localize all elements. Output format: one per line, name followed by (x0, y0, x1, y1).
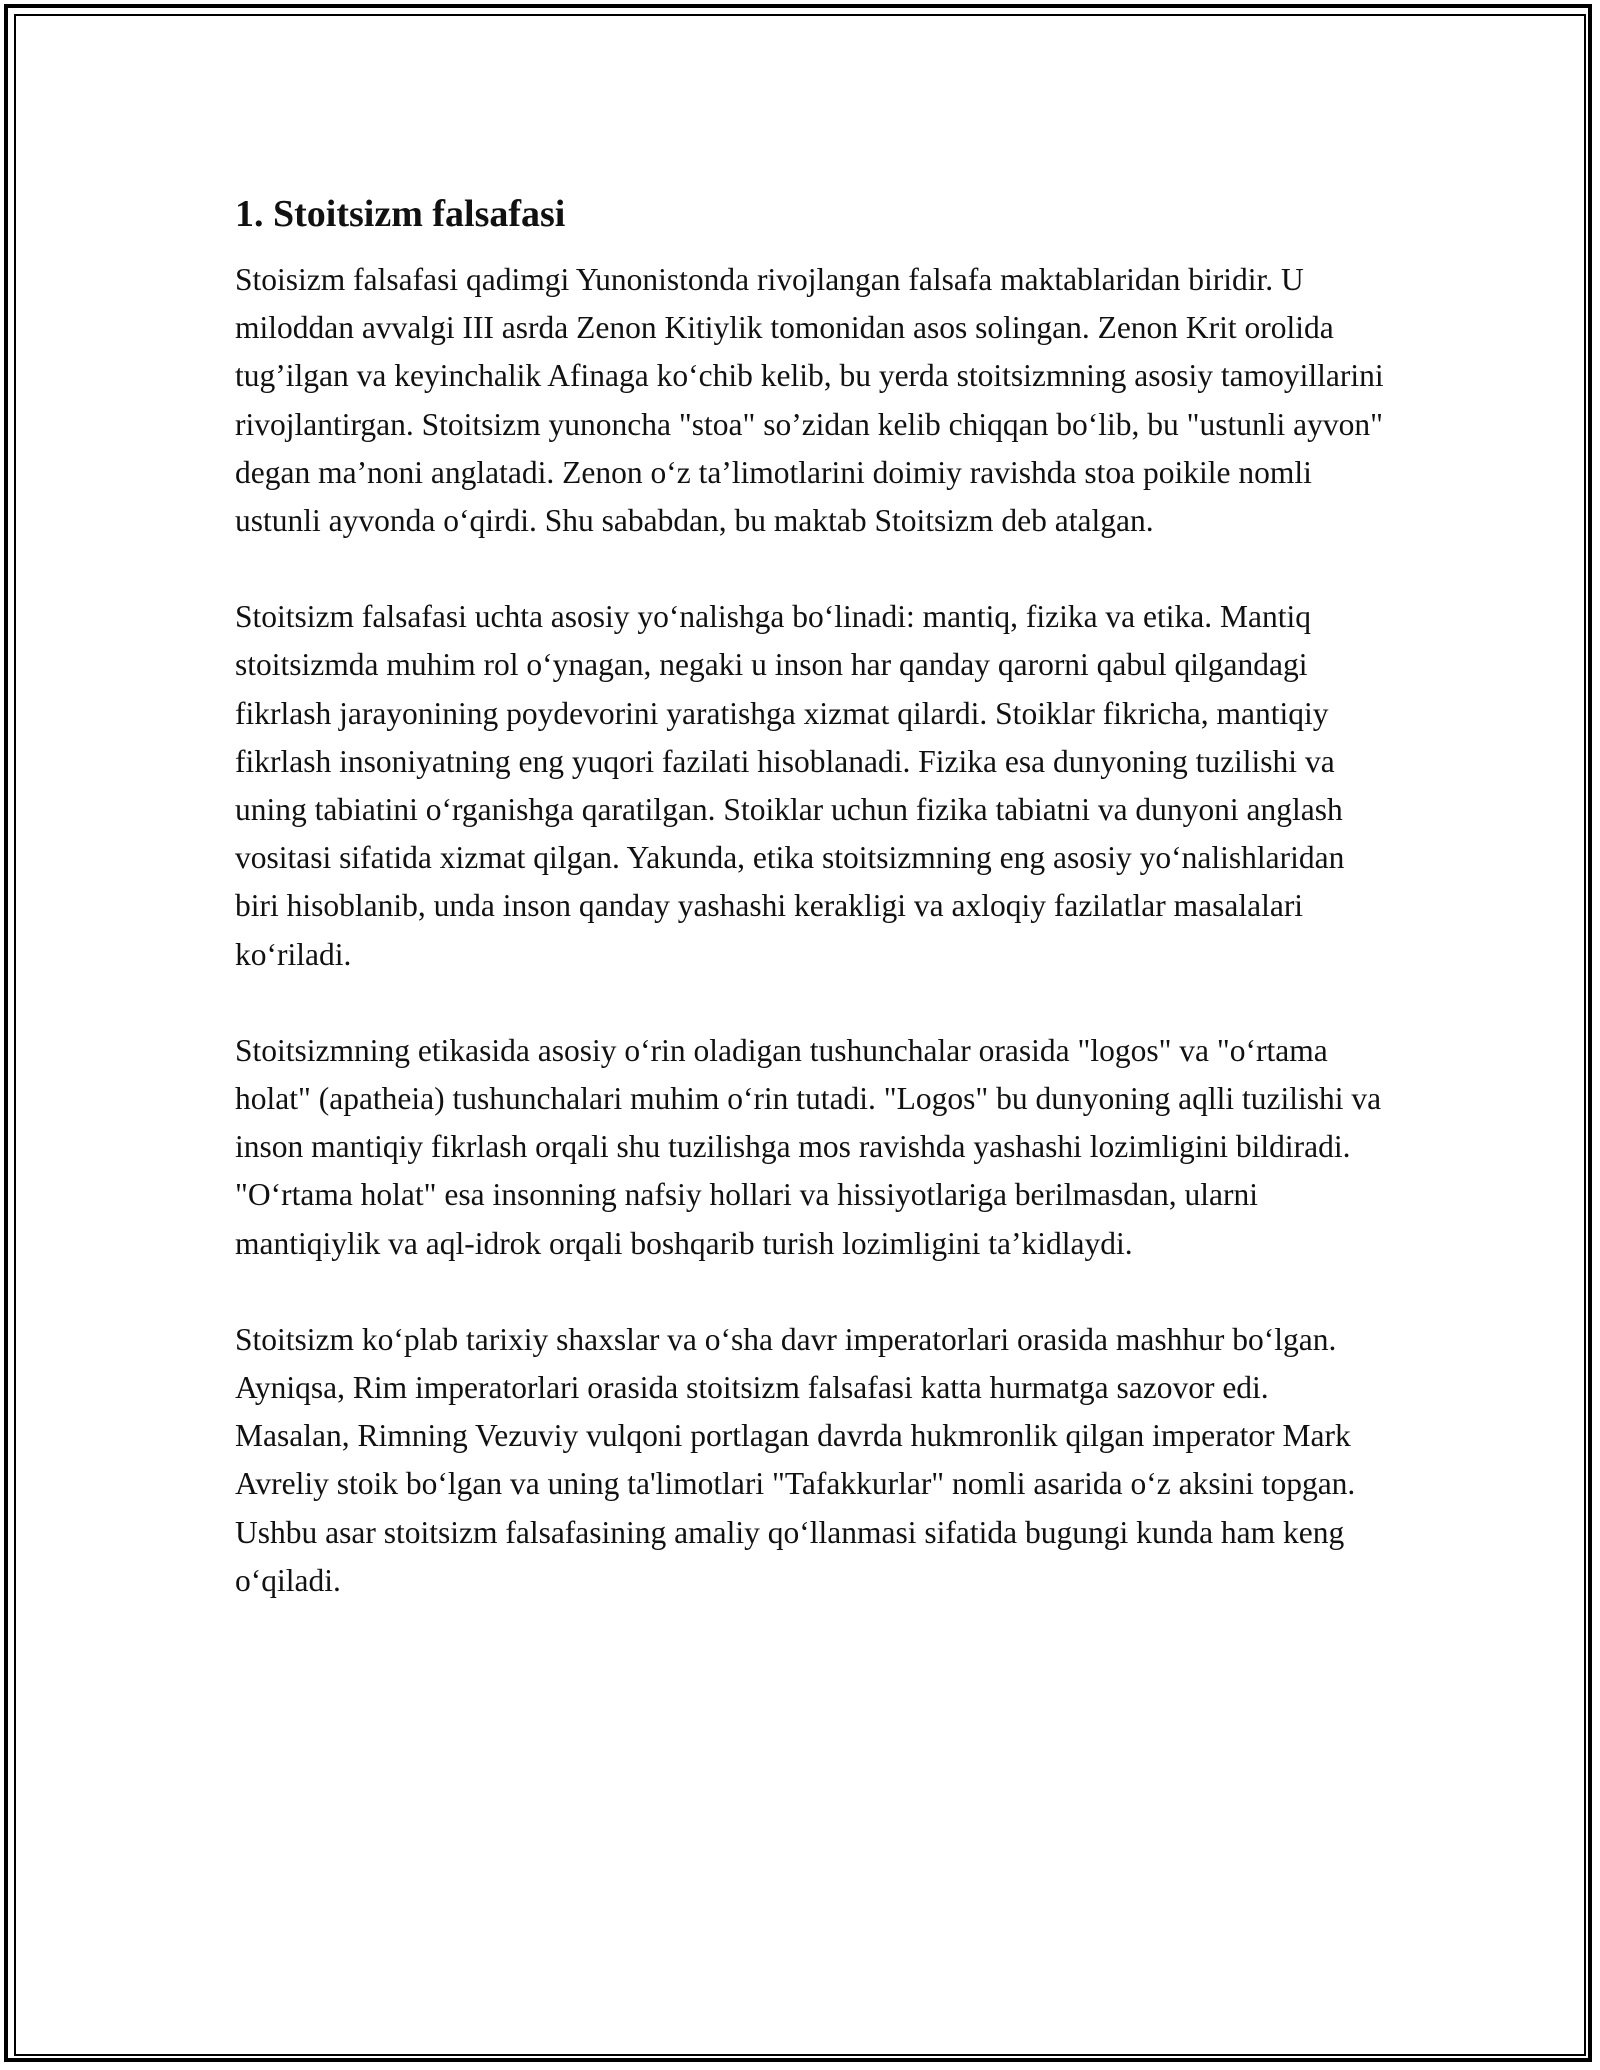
paragraph-1: Stoisizm falsafasi qadimgi Yunonistonda rivojlangan falsafa maktablaridan biridir. U miloddan avvalgi III asrda Zenon Kitiylik tomonidan asos solingan. Zenon Krit orolida tug’ilgan va keyinchalik Afinaga ko‘chib kelib, bu yerda stoitsizmning asosiy tamoyillarini rivojlantirgan. Stoitsizm yunoncha "stoa" so’zidan kelib chiqqan bo‘lib, bu "ustunli ayvon" degan ma’noni anglatadi. Zenon o‘z ta’limotlarini doimiy ravishda stoa poikile nomli ustunli ayvonda o‘qirdi. Shu sababdan, bu maktab Stoitsizm deb atalgan. (235, 262, 1384, 539)
document-title: 1. Stoitsizm falsafasi (235, 193, 566, 235)
paragraph-3: Stoitsizmning etikasida asosiy o‘rin oladigan tushunchalar orasida "logos" va "o‘rtama holat" (apatheia) tushunchalari muhim o‘rin tutadi. "Logos" bu dunyoning aqlli tuzilishi va inson mantiqiy fikrlash orqali shu tuzilishga mos ravishda yashashi lozimligini bildiradi. "O‘rtama holat" esa insonning nafsiy hollari va hissiyotlariga berilmasdan, ularni mantiqiylik va aql-idrok orqali boshqarib turish lozimligini ta’kidlaydi. (235, 1032, 1382, 1261)
paragraph-2: Stoitsizm falsafasi uchta asosiy yo‘nalishga bo‘linadi: mantiq, fizika va etika. Mantiq stoitsizmda muhim rol o‘ynagan, negaki u inson har qanday qarorni qabul qilgandagi fikrlash jarayonining poydevorini yaratishga xizmat qilardi. Stoiklar fikricha, mantiqiy fikrlash insoniyatning eng yuqori fazilati hisoblanadi. Fizika esa dunyoning tuzilishi va uning tabiatini o‘rganishga qaratilgan. Stoiklar uchun fizika tabiatni va dunyoni anglash vositasi sifatida xizmat qilgan. Yakunda, etika stoitsizmning eng asosiy yo‘nalishlaridan biri hisoblanib, unda inson qanday yashashi kerakligi va axloqiy fazilatlar masalalari ko‘riladi. (235, 599, 1345, 972)
document-body (235, 186, 1385, 1653)
paragraph-4: Stoitsizm ko‘plab tarixiy shaxslar va o‘sha davr imperatorlari orasida mashhur bo‘lgan. Ayniqsa, Rim imperatorlari orasida stoitsizm falsafasi katta hurmatga sazovor edi. Masalan, Rimning Vezuviy vulqoni portlagan davrda hukmronlik qilgan imperator Mark Avreliy stoik bo‘lgan va uning ta'limotlari "Tafakkurlar" nomli asarida o‘z aksini topgan. Ushbu asar stoitsizm falsafasining amaliy qo‘llanmasi sifatida bugungi kunda ham keng o‘qiladi. (235, 1321, 1356, 1598)
